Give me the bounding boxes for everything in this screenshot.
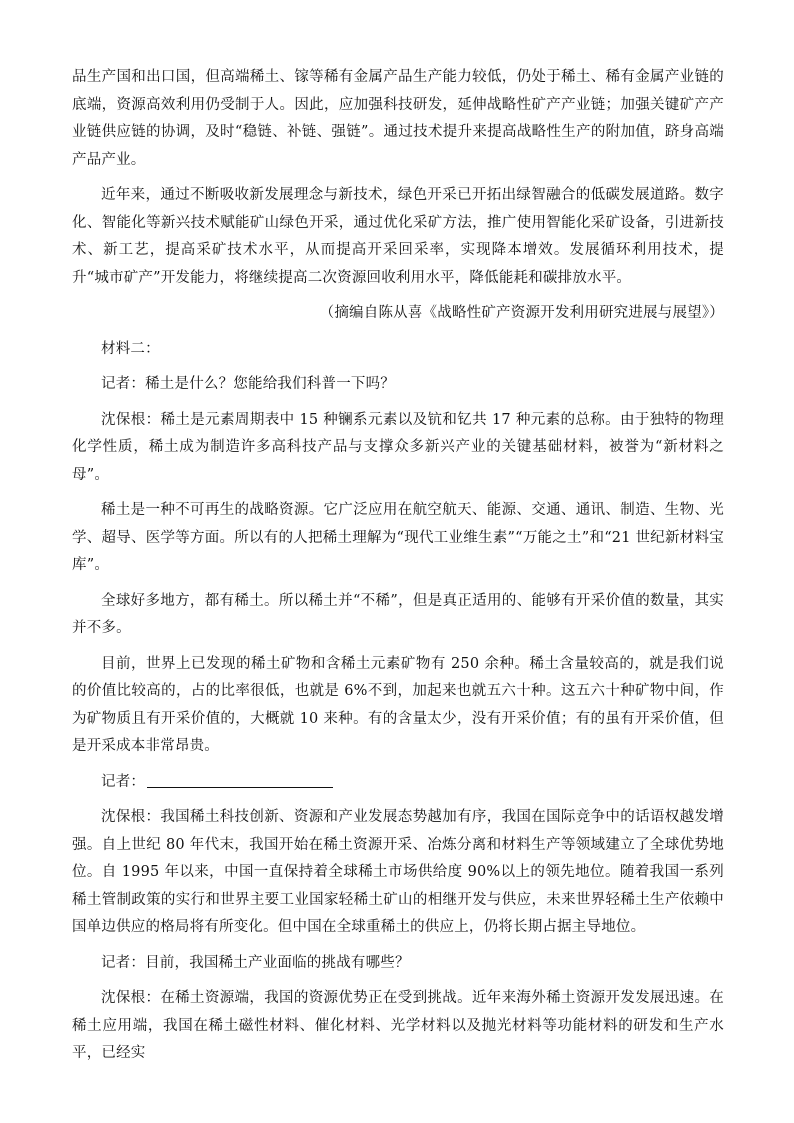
reporter-label: 记者： — [101, 773, 146, 790]
answer-1-continued: 稀土是一种不可再生的战略资源。它广泛应用在航空航天、能源、交通、通讯、制造、生物、光学、超导、医学等方面。所以有的人把稀土理解为“现代工业维生素”“万能之土”和“21 世纪新材料宝库”。 — [72, 502, 724, 573]
fill-in-blank-line — [147, 787, 333, 788]
answer-1: 沈保根：稀土是元素周期表中 15 种镧系元素以及钪和钇共 17 种元素的总称。由于独特的物理化学性质，稀土成为制造许多高科技产品与支撑众多新兴产业的关键基础材料，被誉为“新材料之母”。 — [72, 411, 724, 483]
answer-2: 沈保根：我国稀土科技创新、资源和产业发展态势越加有序，我国在国际竞争中的话语权越发增强。自上世纪 80 年代末，我国开始在稀土资源开采、冶炼分离和材料生产等领域建立了全球优势地位。自 1995 年以来，中国一直保持着全球稀土市场供给度 90%以上的领先地位。随着我国一系列稀土管制政策的实行和世界主要工业国家轻稀土矿山的相继开发与供应，未来世界轻稀土生产依赖中国单边供应的格局将有所变化。但中国在全球重稀土的供应上，仍将长期占据主导地位。 — [72, 809, 724, 935]
reporter-question-2: 记者：目前，我国稀土产业面临的挑战有哪些？ — [101, 954, 410, 971]
answer-1-global: 全球好多地方，都有稀土。所以稀土并“不稀”，但是真正适用的、能够有开采价值的数量，其实并不多。 — [72, 592, 724, 636]
paragraph-green-mining: 近年来，通过不断吸收新发展理念与新技术，绿色开采已开拓出绿智融合的低碳发展道路。数字化、智能化等新兴技术赋能矿山绿色开采，通过优化采矿方法，推广使用智能化采矿设备，引进新技术、新工艺，提高采矿技术水平，从而提高开采回采率，实现降本增效。发展循环利用技术，提升“城市矿产”开发能力，将继续提高二次资源回收利用水平，降低能耗和碳排放水平。 — [72, 187, 724, 286]
paragraph-continued: 品生产国和出口国，但高端稀土、镓等稀有金属产品生产能力较低，仍处于稀土、稀有金属产业链的底端，资源高效利用仍受制于人。因此，应加强科技研发，延伸战略性矿产产业链；加强关键矿产产业链供应链的协调，及时“稳链、补链、强链”。通过技术提升来提高战略性生产的附加值，跻身高端产品产业。 — [72, 69, 724, 168]
reporter-question-1: 记者：稀土是什么？您能给我们科普一下吗？ — [101, 376, 395, 392]
answer-1-minerals: 目前，世界上已发现的稀土矿物和含稀土元素矿物有 250 余种。稀土含量较高的，就是我们说的价值比较高的，占的比率很低，也就是 6%不到，加起来也就五六十种。这五六十种矿物中间，作为矿物质且有开采价值的，大概就 10 来种。有的含量太少，没有开采价值；有的虽有开采价值，但是开采成本非常昂贵。 — [72, 655, 724, 754]
material-two-heading: 材料二： — [101, 340, 160, 357]
source-citation: （摘编自陈从喜《战略性矿产资源开发利用研究进展与展望》） — [319, 305, 724, 321]
document-page — [72, 64, 724, 1076]
answer-3: 沈保根：在稀土资源端，我国的资源优势正在受到挑战。近年来海外稀土资源开发发展迅速。在稀土应用端，我国在稀土磁性材料、催化材料、光学材料以及抛光材料等功能材料的研发和生产水平，已经实 — [72, 990, 724, 1061]
reporter-question-blank — [72, 769, 724, 797]
